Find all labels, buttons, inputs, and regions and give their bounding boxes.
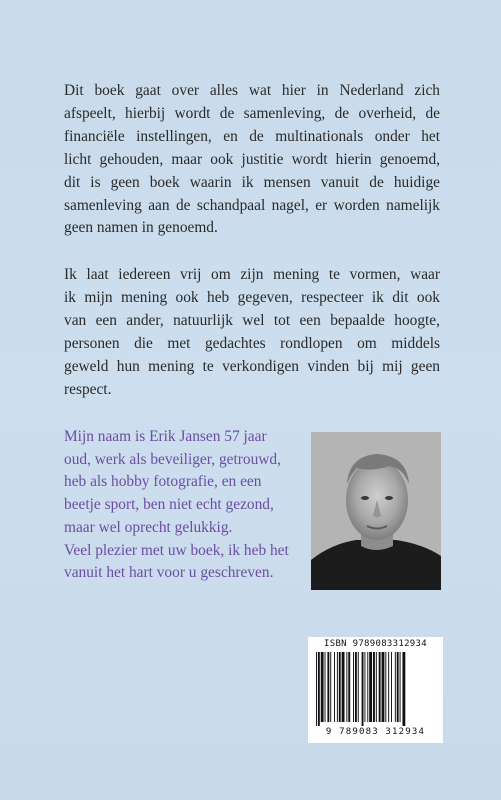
barcode-bar (348, 652, 350, 722)
barcode-bar (369, 652, 372, 722)
barcode-bar (337, 652, 338, 722)
barcode-bars (316, 652, 435, 726)
barcode-bar (318, 652, 320, 726)
ean-digits: 9 789083 312934 (325, 727, 426, 737)
text-line: respect. (64, 380, 112, 398)
text-line: licht gehouden, maar ook justitie wordt hierin genoemd, (64, 150, 440, 168)
barcode-bar (342, 652, 345, 722)
text-line: samenleving aan de schandpaal nagel, er worden namelijk (64, 196, 440, 214)
isbn-barcode (308, 637, 443, 743)
description-paragraph-2 (64, 264, 440, 401)
barcode-bar (397, 652, 399, 722)
barcode-bar (334, 652, 335, 722)
text-line: Dit boek gaat over alles wat hier in Nederland zich (64, 82, 440, 99)
barcode-bar (382, 652, 385, 722)
text-line: van een ander, natuurlijk wel tot een bepaalde hoogte, (64, 311, 440, 329)
text-line: dit is geen boek waarin ik mensen vanuit de huidige (64, 173, 440, 191)
barcode-bar (358, 652, 359, 722)
barcode-bar (388, 652, 389, 722)
barcode-bar (355, 652, 357, 722)
barcode-bar (362, 652, 364, 726)
text-line: afspeelt, hierbij wordt de samenleving, de overheid, de (64, 104, 440, 122)
text-line: financiële instellingen, en de multinationals onder het (64, 127, 440, 145)
barcode-bar (400, 652, 401, 722)
author-bio (64, 426, 304, 585)
text-line: ik mijn mening ook heb gegeven, respecteer ik dit ook (64, 288, 440, 306)
barcode-bar (321, 652, 324, 722)
barcode-bar (339, 652, 341, 722)
bio-line: Veel plezier met uw boek, ik heb het (64, 541, 289, 559)
text-line: personen die met gedachtes rondlopen om middels (64, 334, 440, 352)
barcode-bar (373, 652, 375, 722)
barcode-bar (353, 652, 354, 722)
barcode-bar (379, 652, 381, 722)
bio-line: Mijn naam is Erik Jansen 57 jaar (64, 428, 267, 445)
bio-line: maar wel oprecht gelukkig. (64, 518, 233, 536)
barcode-bar (402, 652, 405, 726)
bio-line: beetje sport, ben niet echt gezond, (64, 496, 274, 514)
author-portrait-illustration (311, 432, 441, 590)
barcode-bar (385, 652, 386, 722)
barcode-bar (316, 652, 317, 726)
bio-line: heb als hobby fotografie, en een (64, 473, 262, 491)
text-line: geen namen in genoemd. (64, 219, 218, 237)
barcode-bar (364, 652, 365, 722)
barcode-bar (346, 652, 347, 722)
barcode-bar (325, 652, 326, 722)
isbn-label: ISBN 9789083312934 (324, 639, 427, 649)
text-line: Ik laat iedereen vrij om zijn mening te vormen, waar (64, 266, 440, 283)
barcode-bar (391, 652, 392, 722)
description-paragraph-1 (64, 80, 440, 240)
barcode-bar (330, 652, 331, 722)
author-photo (311, 432, 441, 590)
barcode-bar (376, 652, 377, 722)
bio-line: vanuit het hart voor u geschreven. (64, 564, 274, 582)
barcode-bar (395, 652, 396, 722)
bio-line: oud, werk als beveiliger, getrouwd, (64, 450, 281, 468)
barcode-bar (327, 652, 329, 722)
text-line: geweld hun mening te verkondigen vinden bij mij geen (64, 357, 440, 375)
barcode-bar (367, 652, 368, 722)
